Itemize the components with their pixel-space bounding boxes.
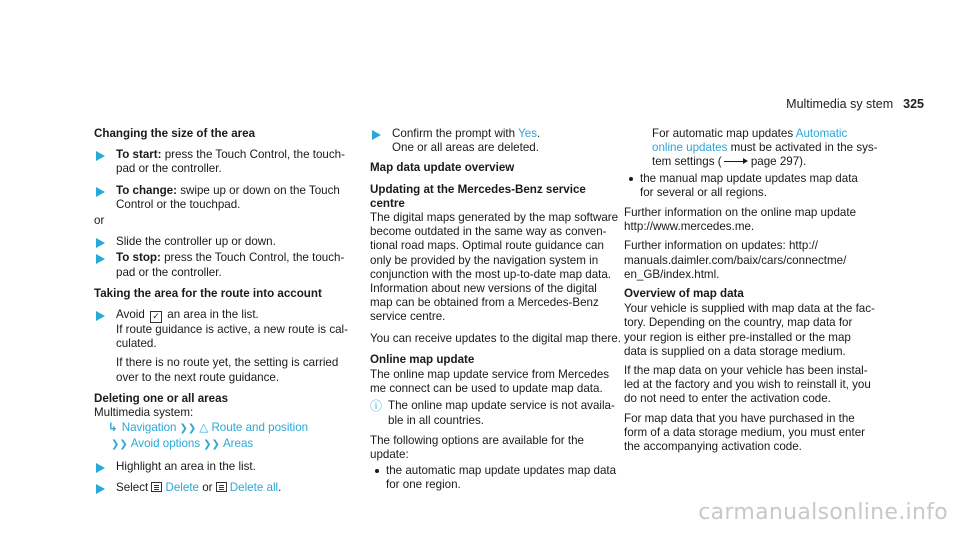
paragraph-automatic: For automatic map updates Automatic online updates must be activated in the sys- tem settings ( page 297). xyxy=(652,127,878,169)
page-number: 325 xyxy=(903,97,924,111)
heading-online-update: Online map update xyxy=(370,352,475,366)
column-middle xyxy=(370,127,632,495)
path-areas[interactable]: Areas xyxy=(222,437,254,451)
step-arrow-icon xyxy=(96,463,105,473)
delete-option[interactable]: Delete xyxy=(165,480,199,494)
checkbox-icon: ✓ xyxy=(150,311,162,323)
paragraph-supplied: Your vehicle is supplied with map data at the fac- tory. Depending on the country, map data for your region is either pre-installed or the map data is supplied on a data storage medium. xyxy=(624,302,875,358)
paragraph-digital-maps: The digital maps generated by the map software become outdated in the same way as conven- tional road maps. Optimal route guidance can only be provided by the navigation system in conjunction with the most up-to-date map data. Information about new versions of the digital map can be obtained from a Mercedes-Benz service centre. xyxy=(370,211,619,324)
menu-icon xyxy=(216,482,227,492)
step-arrow-icon xyxy=(96,238,105,248)
heading-dealer-line1: Updating at the Mercedes-Benz service xyxy=(370,182,586,196)
note-availability: ⓘ The online map update service is not availa- ble in all countries. xyxy=(370,399,615,427)
step-change: To change: swipe up or down on the Touch Control or the touchpad. xyxy=(94,184,362,212)
step-highlight: Highlight an area in the list. xyxy=(94,460,362,474)
paragraph-reinstall: If the map data on your vehicle has been instal- led at the factory and you wish to reinstall it, you do not need to enter the activation code. xyxy=(624,364,871,406)
step-slide: Slide the controller up or down. xyxy=(94,235,362,249)
heading-delete-areas: Deleting one or all areas xyxy=(94,391,229,405)
heading-route-area: Taking the area for the route into account xyxy=(94,286,322,300)
step-confirm: Confirm the prompt with Yes. One or all areas are deleted. xyxy=(370,127,632,155)
bullet-manual: the manual map update updates map data for several or all regions. xyxy=(624,172,899,200)
heading-overview-map-data: Overview of map data xyxy=(624,287,744,301)
step-stop: To stop: press the Touch Control, the touch- pad or the controller. xyxy=(94,251,362,279)
bullet-automatic: the automatic map update updates map data for one region. xyxy=(370,464,632,492)
step-arrow-icon xyxy=(372,130,381,140)
page-ref-arrow-icon xyxy=(724,161,746,162)
step-arrow-icon xyxy=(96,187,105,197)
menu-icon xyxy=(151,482,162,492)
column-right xyxy=(624,127,899,454)
heading-map-update: Map data update overview xyxy=(370,161,515,175)
multimedia-system-label: Multimedia system: xyxy=(94,406,194,420)
info-icon: ⓘ xyxy=(370,399,383,414)
watermark: carmanualsonline.info xyxy=(698,500,948,525)
heading-change-size: Changing the size of the area xyxy=(94,127,256,140)
automatic-link[interactable]: Automatic xyxy=(795,127,848,140)
yes-option[interactable]: Yes xyxy=(518,127,538,140)
step-arrow-icon xyxy=(96,254,105,264)
step-select-delete: Select Delete or Delete all. xyxy=(94,481,362,495)
heading-dealer-line2: centre xyxy=(370,196,405,210)
paragraph-activation: For map data that you have purchased in the form of a data storage medium, you must enter the accompanying activation code. xyxy=(624,411,866,454)
chevron-right-icon: ❯❯ xyxy=(203,439,220,451)
chevron-right-icon: ❯❯ xyxy=(111,439,128,451)
or-text: or xyxy=(94,214,105,228)
step-arrow-icon xyxy=(96,311,105,321)
step-arrow-icon xyxy=(96,484,105,494)
page-header xyxy=(786,97,924,111)
path-navigation[interactable]: Navigation xyxy=(121,421,177,435)
online-updates-link[interactable]: online updates xyxy=(652,141,728,155)
step-start: To start: press the Touch Control, the touch- pad or the controller. xyxy=(94,148,362,176)
path-start-icon: ↳ xyxy=(108,421,118,435)
paragraph-further-updates: Further information on updates: http:// manuals.daimler.com/baix/cars/connectme/ en_GB/index.html. xyxy=(624,239,847,281)
paragraph-updates-there: You can receive updates to the digital map there. xyxy=(370,331,621,345)
page-ref-link[interactable]: page 297). xyxy=(750,155,807,169)
menu-path-line2 xyxy=(94,437,362,452)
path-route-position[interactable]: Route and position xyxy=(211,421,309,435)
route-icon: △ xyxy=(199,421,209,435)
menu-path-line1 xyxy=(94,421,362,436)
delete-all-option[interactable]: Delete all xyxy=(229,480,279,494)
paragraph-further-online: Further information on the online map update http://www.mercedes.me. xyxy=(624,206,857,234)
column-left xyxy=(94,127,362,502)
paragraph-options: The following options are available for the update: xyxy=(370,433,584,462)
chevron-right-icon: ❯❯ xyxy=(179,423,197,435)
step-arrow-icon xyxy=(96,151,105,161)
paragraph-online: The online map update service from Mercedes me connect can be used to update map data. xyxy=(370,368,610,396)
step-avoid: Avoid ✓ an area in the list. If route guidance is active, a new route is cal- culated. If there is no route yet, the setting is carried over to the next route guidance. xyxy=(94,308,362,385)
path-avoid-options[interactable]: Avoid options xyxy=(130,437,201,451)
section-title: Multimedia sy stem xyxy=(786,97,894,111)
